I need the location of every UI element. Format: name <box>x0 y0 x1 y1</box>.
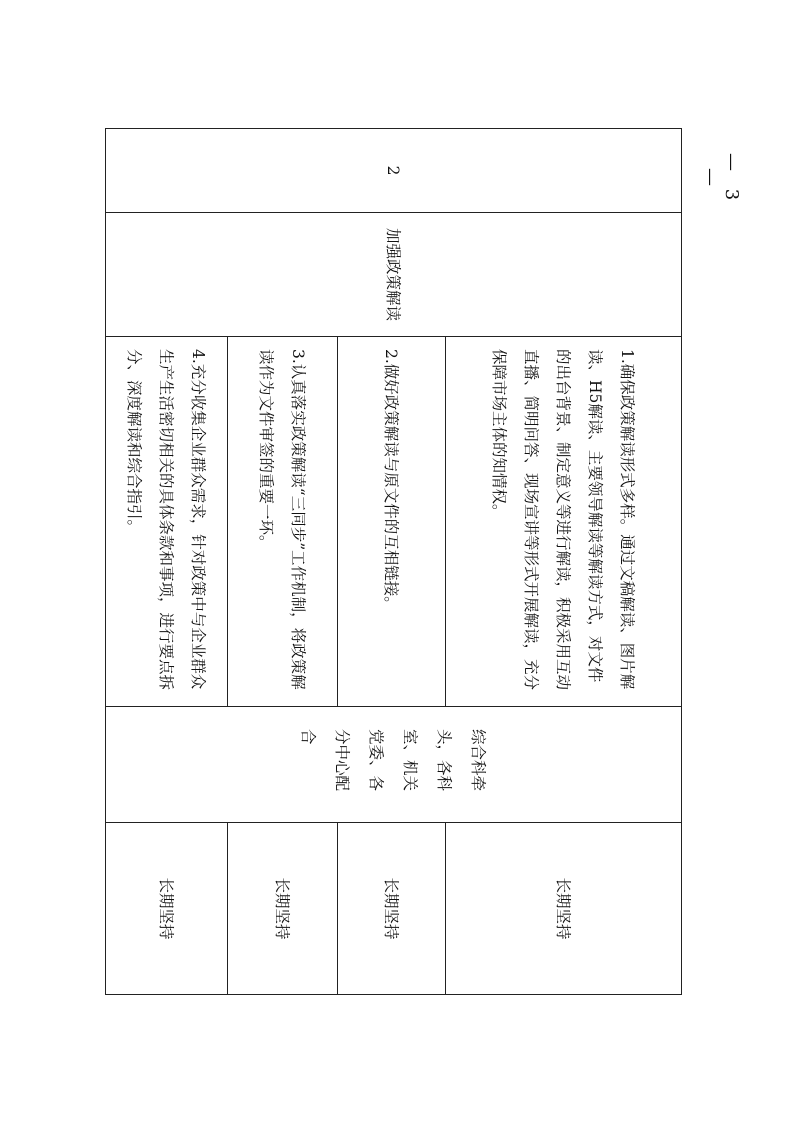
content-cell-3: 3.认真落实政策解读“三同步”工作机制，将政策解读作为文件审签的重要一环。 <box>228 337 338 707</box>
time-cell-2: 长期坚持 <box>338 823 446 995</box>
content-cell-1: 1.确保政策解读形式多样。通过文稿解读、图片解读、H5解读、主要领导解读等解读方式，对文件的出台背景、制定意义等进行解读，积极采用互动直播、简明问答、现场宣讲等形式开展解读，充分保障市场主体的知情权。 <box>446 337 682 707</box>
content-cell-4: 4.充分收集企业群众需求，针对政策中与企业群众生产生活密切相关的具体条款和事项，进行要点拆分、深度解读和综合指引。 <box>106 337 228 707</box>
content-cell-2: 2.做好政策解读与原文件的互相链接。 <box>338 337 446 707</box>
rotated-table-wrapper <box>106 128 793 940</box>
table-row <box>446 129 682 995</box>
page-number: — 3 — <box>700 153 742 207</box>
time-cell-3: 长期坚持 <box>228 823 338 995</box>
rotated-table <box>106 128 682 994</box>
row-number: 2 <box>106 129 682 213</box>
task-table <box>105 128 682 995</box>
task-cell: 加强政策解读 <box>106 213 682 337</box>
responsible-cell: 综合科牵头，各科室、机关党委、各分中心配合 <box>106 707 682 823</box>
time-cell-1: 长期坚持 <box>446 823 682 995</box>
time-cell-4: 长期坚持 <box>106 823 228 995</box>
